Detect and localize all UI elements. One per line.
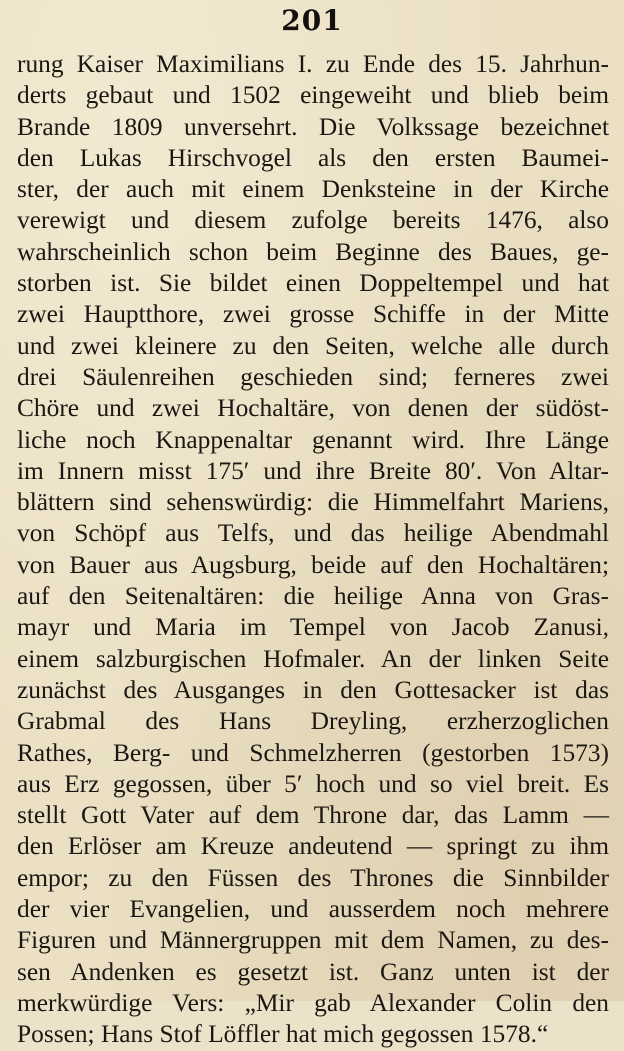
text-line: derts gebaut und 1502 eingeweiht und blieb beim (17, 81, 609, 110)
text-line: den Lukas Hirschvogel als den ersten Baumei- (17, 143, 609, 172)
body-text (17, 49, 609, 1051)
text-line: im Innern misst 175′ und ihre Breite 80′. Von Altar- (17, 456, 609, 485)
text-line: von Bauer aus Augsburg, beide auf den Hochaltären; (17, 550, 609, 579)
text-line: ster, der auch mit einem Denksteine in der Kirche (17, 175, 609, 204)
text-line: blättern sind sehenswürdig: die Himmelfahrt Mariens, (17, 488, 609, 517)
text-line: liche noch Knappenaltar genannt wird. Ihre Länge (17, 425, 609, 454)
text-line: einem salzburgischen Hofmaler. An der linken Seite (17, 644, 609, 673)
text-line: stellt Gott Vater auf dem Throne dar, das Lamm — (17, 801, 609, 830)
text-line: sen Andenken es gesetzt ist. Ganz unten ist der (17, 957, 609, 986)
text-line: merkwürdige Vers: „Mir gab Alexander Colin den (17, 988, 609, 1017)
text-line: Chöre und zwei Hochaltäre, von denen der südöst- (17, 394, 609, 423)
text-line: Rathes, Berg- und Schmelzherren (gestorben 1573) (17, 738, 609, 767)
text-line: der vier Evangelien, und ausserdem noch mehrere (17, 895, 609, 924)
text-line: Grabmal des Hans Dreyling, erzherzoglichen (17, 707, 609, 736)
text-line: Figuren und Männergruppen mit dem Namen, zu des- (17, 926, 609, 955)
text-line: verewigt und diesem zufolge bereits 1476, also (17, 206, 609, 235)
page-number: 201 (281, 4, 343, 37)
text-line: und zwei kleinere zu den Seiten, welche alle durch (17, 331, 609, 360)
text-line: aus Erz gegossen, über 5′ hoch und so viel breit. Es (17, 769, 609, 798)
text-line: rung Kaiser Maximilians I. zu Ende des 15. Jahrhun- (17, 50, 609, 78)
text-line: auf den Seitenaltären: die heilige Anna von Gras- (17, 582, 609, 611)
text-line: wahrscheinlich schon beim Beginne des Baues, ge- (17, 237, 609, 266)
text-line: drei Säulenreihen geschieden sind; ferneres zwei (17, 362, 609, 391)
text-line: den Erlöser am Kreuze andeutend — springt zu ihm (17, 832, 609, 861)
text-line: zwei Hauptthore, zwei grosse Schiffe in der Mitte (17, 300, 609, 329)
text-line: storben ist. Sie bildet einen Doppeltempel und hat (17, 269, 609, 298)
text-line: Brande 1809 unversehrt. Die Volkssage bezeichnet (17, 112, 609, 141)
text-line: zunächst des Ausganges in den Gottesacker ist das (17, 675, 609, 704)
text-line: mayr und Maria im Tempel von Jacob Zanusi, (17, 613, 609, 642)
text-line: empor; zu den Füssen des Thrones die Sinnbilder (17, 863, 609, 892)
text-line: von Schöpf aus Telfs, und das heilige Abendmahl (17, 519, 609, 548)
text-line: Possen; Hans Stof Löffler hat mich gegossen 1578.“ (17, 1020, 549, 1049)
